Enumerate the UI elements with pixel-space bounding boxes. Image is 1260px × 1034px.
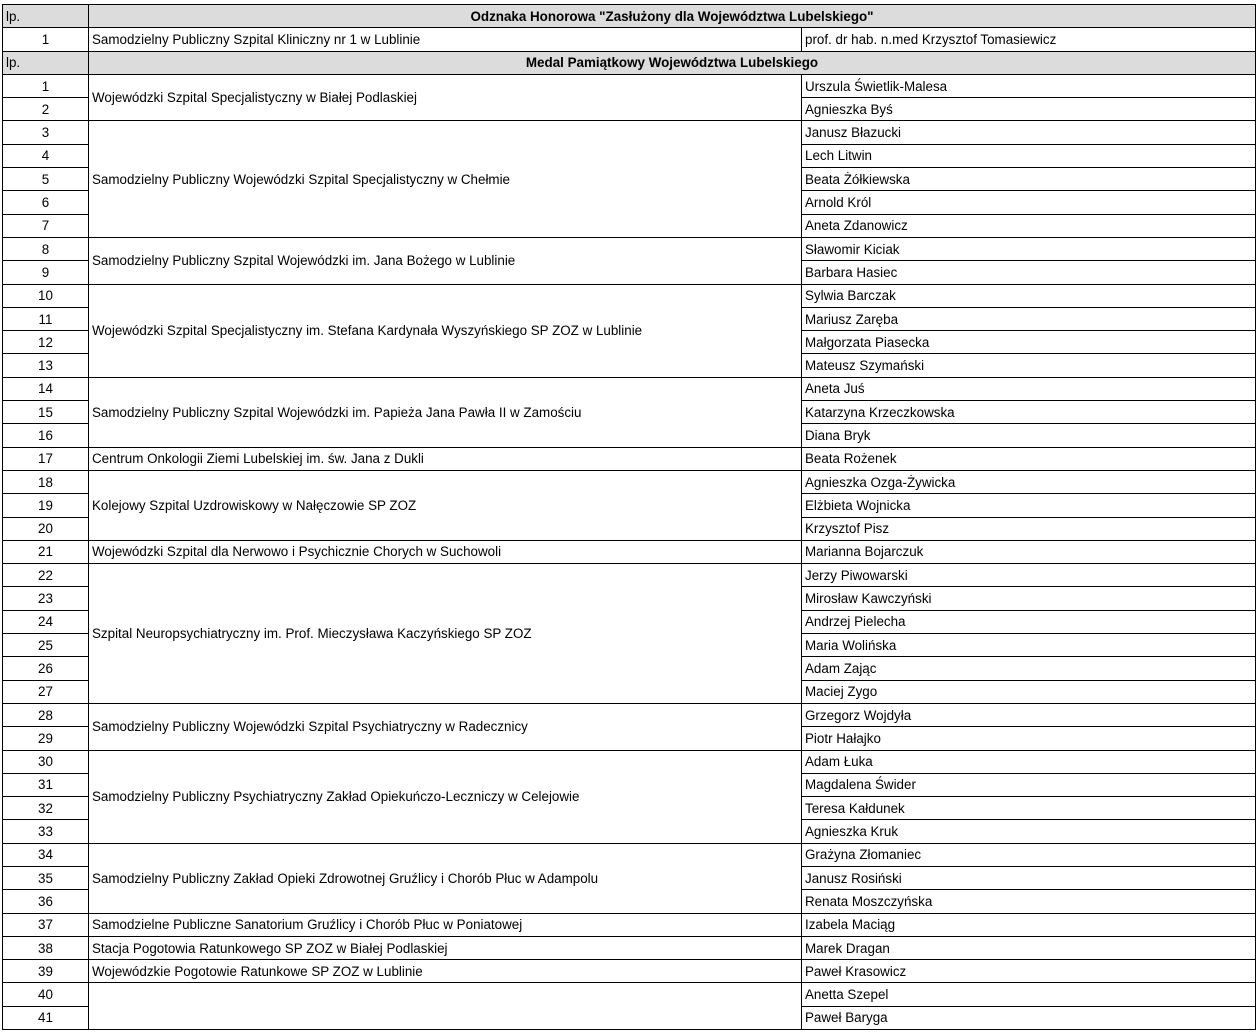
person-name-cell: Urszula Świetlik-Malesa <box>802 74 1256 97</box>
institution-cell <box>89 983 802 1030</box>
institution-cell: Samodzielny Publiczny Wojewódzki Szpital Psychiatryczny w Radecznicy <box>89 703 802 750</box>
institution-cell: Samodzielny Publiczny Szpital Wojewódzki im. Jana Bożego w Lublinie <box>89 237 802 284</box>
row-number: 34 <box>3 843 89 866</box>
row-number: 10 <box>3 284 89 307</box>
table-row <box>3 237 1256 260</box>
row-number: 26 <box>3 657 89 680</box>
section1-header-row <box>3 5 1256 28</box>
section2-header-row <box>3 51 1256 74</box>
person-name-cell: Krzysztof Pisz <box>802 517 1256 540</box>
person-name-cell: Beata Rożenek <box>802 447 1256 470</box>
row-number: 27 <box>3 680 89 703</box>
row-number: 24 <box>3 610 89 633</box>
table-row <box>3 447 1256 470</box>
row-number: 18 <box>3 470 89 493</box>
section1-title: Odznaka Honorowa "Zasłużony dla Województwa Lubelskiego" <box>89 5 1256 28</box>
institution-cell: Wojewódzki Szpital dla Nerwowo i Psychicznie Chorych w Suchowoli <box>89 540 802 563</box>
table-row <box>3 564 1256 587</box>
table-row <box>3 983 1256 1006</box>
row-number: 30 <box>3 750 89 773</box>
row-number: 37 <box>3 913 89 936</box>
person-name-cell: Andrzej Pielecha <box>802 610 1256 633</box>
person-name-cell: Arnold Król <box>802 191 1256 214</box>
table-row <box>3 74 1256 97</box>
person-name-cell: Aneta Zdanowicz <box>802 214 1256 237</box>
table-row <box>3 470 1256 493</box>
row-number: 19 <box>3 494 89 517</box>
institution-cell: Samodzielny Publiczny Psychiatryczny Zakład Opiekuńczo-Leczniczy w Celejowie <box>89 750 802 843</box>
person-name-cell: Izabela Maciąg <box>802 913 1256 936</box>
institution-cell: Wojewódzki Szpital Specjalistyczny w Białej Podlaskiej <box>89 74 802 121</box>
row-number: 7 <box>3 214 89 237</box>
table-row <box>3 750 1256 773</box>
row-number: 13 <box>3 354 89 377</box>
person-name-cell: prof. dr hab. n.med Krzysztof Tomasiewicz <box>802 28 1256 51</box>
row-number: 16 <box>3 424 89 447</box>
row-number: 15 <box>3 401 89 424</box>
person-name-cell: Marianna Bojarczuk <box>802 540 1256 563</box>
person-name-cell: Mariusz Zaręba <box>802 307 1256 330</box>
person-name-cell: Janusz Błazucki <box>802 121 1256 144</box>
row-number: 35 <box>3 866 89 889</box>
institution-cell: Samodzielne Publiczne Sanatorium Gruźlicy i Chorób Płuc w Poniatowej <box>89 913 802 936</box>
person-name-cell: Sylwia Barczak <box>802 284 1256 307</box>
person-name-cell: Janusz Rosiński <box>802 866 1256 889</box>
person-name-cell: Barbara Hasiec <box>802 261 1256 284</box>
institution-cell: Centrum Onkologii Ziemi Lubelskiej im. św. Jana z Dukli <box>89 447 802 470</box>
table-row <box>3 843 1256 866</box>
person-name-cell: Mirosław Kawczyński <box>802 587 1256 610</box>
row-number: 33 <box>3 820 89 843</box>
institution-cell: Samodzielny Publiczny Zakład Opieki Zdrowotnej Gruźlicy i Chorób Płuc w Adampolu <box>89 843 802 913</box>
awards-sheet <box>2 4 1255 1032</box>
person-name-cell: Aneta Juś <box>802 377 1256 400</box>
row-number: 8 <box>3 237 89 260</box>
person-name-cell: Teresa Kałdunek <box>802 797 1256 820</box>
institution-cell: Wojewódzkie Pogotowie Ratunkowe SP ZOZ w Lublinie <box>89 960 802 983</box>
row-number: 31 <box>3 773 89 796</box>
row-number: 41 <box>3 1006 89 1029</box>
row-number: 20 <box>3 517 89 540</box>
person-name-cell: Elżbieta Wojnicka <box>802 494 1256 517</box>
institution-cell: Szpital Neuropsychiatryczny im. Prof. Mieczysława Kaczyńskiego SP ZOZ <box>89 564 802 704</box>
person-name-cell: Grzegorz Wojdyła <box>802 703 1256 726</box>
person-name-cell: Adam Zając <box>802 657 1256 680</box>
institution-cell: Wojewódzki Szpital Specjalistyczny im. Stefana Kardynała Wyszyńskiego SP ZOZ w Lublinie <box>89 284 802 377</box>
table-row <box>3 377 1256 400</box>
row-number: 17 <box>3 447 89 470</box>
person-name-cell: Adam Łuka <box>802 750 1256 773</box>
section1-row <box>3 28 1256 51</box>
person-name-cell: Mateusz Szymański <box>802 354 1256 377</box>
person-name-cell: Anetta Szepel <box>802 983 1256 1006</box>
person-name-cell: Magdalena Świder <box>802 773 1256 796</box>
person-name-cell: Grażyna Złomaniec <box>802 843 1256 866</box>
section1-lp-header: lp. <box>3 5 89 28</box>
row-number: 32 <box>3 797 89 820</box>
institution-cell: Stacja Pogotowia Ratunkowego SP ZOZ w Białej Podlaskiej <box>89 936 802 959</box>
person-name-cell: Jerzy Piwowarski <box>802 564 1256 587</box>
table-row <box>3 936 1256 959</box>
row-number: 3 <box>3 121 89 144</box>
row-number: 40 <box>3 983 89 1006</box>
person-name-cell: Beata Żółkiewska <box>802 168 1256 191</box>
person-name-cell: Małgorzata Piasecka <box>802 331 1256 354</box>
table-row <box>3 703 1256 726</box>
row-number: 14 <box>3 377 89 400</box>
person-name-cell: Agnieszka Ozga-Żywicka <box>802 470 1256 493</box>
row-number: 11 <box>3 307 89 330</box>
table-row <box>3 913 1256 936</box>
row-number: 36 <box>3 890 89 913</box>
row-number: 4 <box>3 144 89 167</box>
person-name-cell: Paweł Baryga <box>802 1006 1256 1029</box>
row-number: 29 <box>3 727 89 750</box>
person-name-cell: Piotr Hałajko <box>802 727 1256 750</box>
row-number: 28 <box>3 703 89 726</box>
row-number: 21 <box>3 540 89 563</box>
row-number: 25 <box>3 634 89 657</box>
institution-cell: Samodzielny Publiczny Wojewódzki Szpital Specjalistyczny w Chełmie <box>89 121 802 237</box>
person-name-cell: Agnieszka Kruk <box>802 820 1256 843</box>
person-name-cell: Lech Litwin <box>802 144 1256 167</box>
person-name-cell: Marek Dragan <box>802 936 1256 959</box>
row-number: 39 <box>3 960 89 983</box>
section2-lp-header: lp. <box>3 51 89 74</box>
institution-cell: Samodzielny Publiczny Szpital Wojewódzki im. Papieża Jana Pawła II w Zamościu <box>89 377 802 447</box>
row-number: 9 <box>3 261 89 284</box>
person-name-cell: Maciej Zygo <box>802 680 1256 703</box>
person-name-cell: Diana Bryk <box>802 424 1256 447</box>
table-row <box>3 284 1256 307</box>
institution-cell: Samodzielny Publiczny Szpital Kliniczny nr 1 w Lublinie <box>89 28 802 51</box>
person-name-cell: Paweł Krasowicz <box>802 960 1256 983</box>
person-name-cell: Renata Moszczyńska <box>802 890 1256 913</box>
row-number: 6 <box>3 191 89 214</box>
row-number: 2 <box>3 98 89 121</box>
awards-table <box>2 4 1256 1030</box>
person-name-cell: Sławomir Kiciak <box>802 237 1256 260</box>
row-number: 38 <box>3 936 89 959</box>
row-number: 1 <box>3 74 89 97</box>
person-name-cell: Agnieszka Byś <box>802 98 1256 121</box>
institution-cell: Kolejowy Szpital Uzdrowiskowy w Nałęczowie SP ZOZ <box>89 470 802 540</box>
table-row <box>3 540 1256 563</box>
row-number: 23 <box>3 587 89 610</box>
table-row <box>3 121 1256 144</box>
row-number: 1 <box>3 28 89 51</box>
table-row <box>3 960 1256 983</box>
person-name-cell: Maria Wolińska <box>802 634 1256 657</box>
section2-title: Medal Pamiątkowy Województwa Lubelskiego <box>89 51 1256 74</box>
row-number: 22 <box>3 564 89 587</box>
row-number: 5 <box>3 168 89 191</box>
row-number: 12 <box>3 331 89 354</box>
person-name-cell: Katarzyna Krzeczkowska <box>802 401 1256 424</box>
